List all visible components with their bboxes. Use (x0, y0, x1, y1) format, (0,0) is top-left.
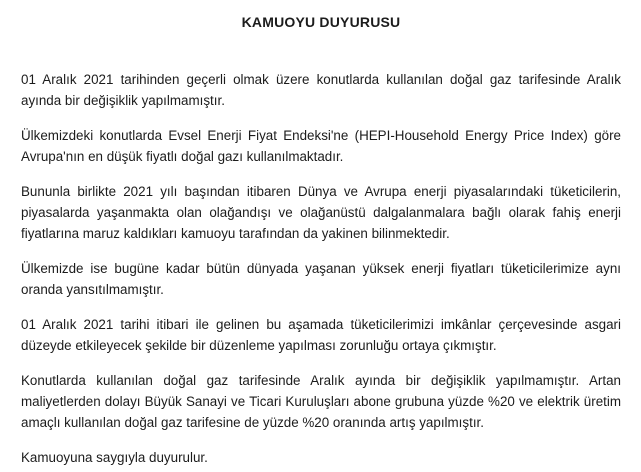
announcement-paragraph-1: 01 Aralık 2021 tarihinden geçerli olmak üzere konutlarda kullanılan doğal gaz tarifesinde Aralık ayında bir değişiklik yapılmamıştır. (21, 72, 621, 108)
announcement-paragraph-6: Konutlarda kullanılan doğal gaz tarifesinde Aralık ayında bir değişiklik yapılmamıştır. Artan maliyetlerden dolayı Büyük Sanayi ve Ticari Kuruluşları abone grubuna yüzde %20 ve elektrik üretim amaçlı kullanılan doğal gaz tarifesine de yüzde %20 oranında artış yapılmıştır. (21, 373, 621, 430)
announcement-paragraph-2: Ülkemizdeki konutlarda Evsel Enerji Fiyat Endeksi'ne (HEPI-Household Energy Price Index) göre Avrupa'nın en düşük fiyatlı doğal gazı kullanılmaktadır. (21, 128, 621, 164)
announcement-paragraph-4: Ülkemizde ise bugüne kadar bütün dünyada yaşanan yüksek enerji fiyatları tüketicilerimize aynı oranda yansıtılmamıştır. (21, 261, 621, 297)
announcement-closing-line: Kamuoyuna saygıyla duyurulur. (21, 450, 208, 465)
announcement-paragraph-5: 01 Aralık 2021 tarihi itibari ile gelinen bu aşamada tüketicilerimizi imkânlar çerçevesinde asgari düzeyde etkileyecek şekilde bir düzenleme yapılması zorunluğu ortaya çıkmıştır. (21, 317, 621, 353)
announcement-paragraph-3: Bununla birlikte 2021 yılı başından itibaren Dünya ve Avrupa enerji piyasalarındaki tüketicilerin, piyasalarda yaşanmakta olan olağandışı ve olağanüstü dalgalanmalara bağlı olarak fahiş enerji fiyatlarına maruz kaldıkları kamuoyu tarafından da yakinen bilinmektedir. (21, 184, 621, 241)
announcement-title: KAMUOYU DUYURUSU (241, 14, 401, 30)
